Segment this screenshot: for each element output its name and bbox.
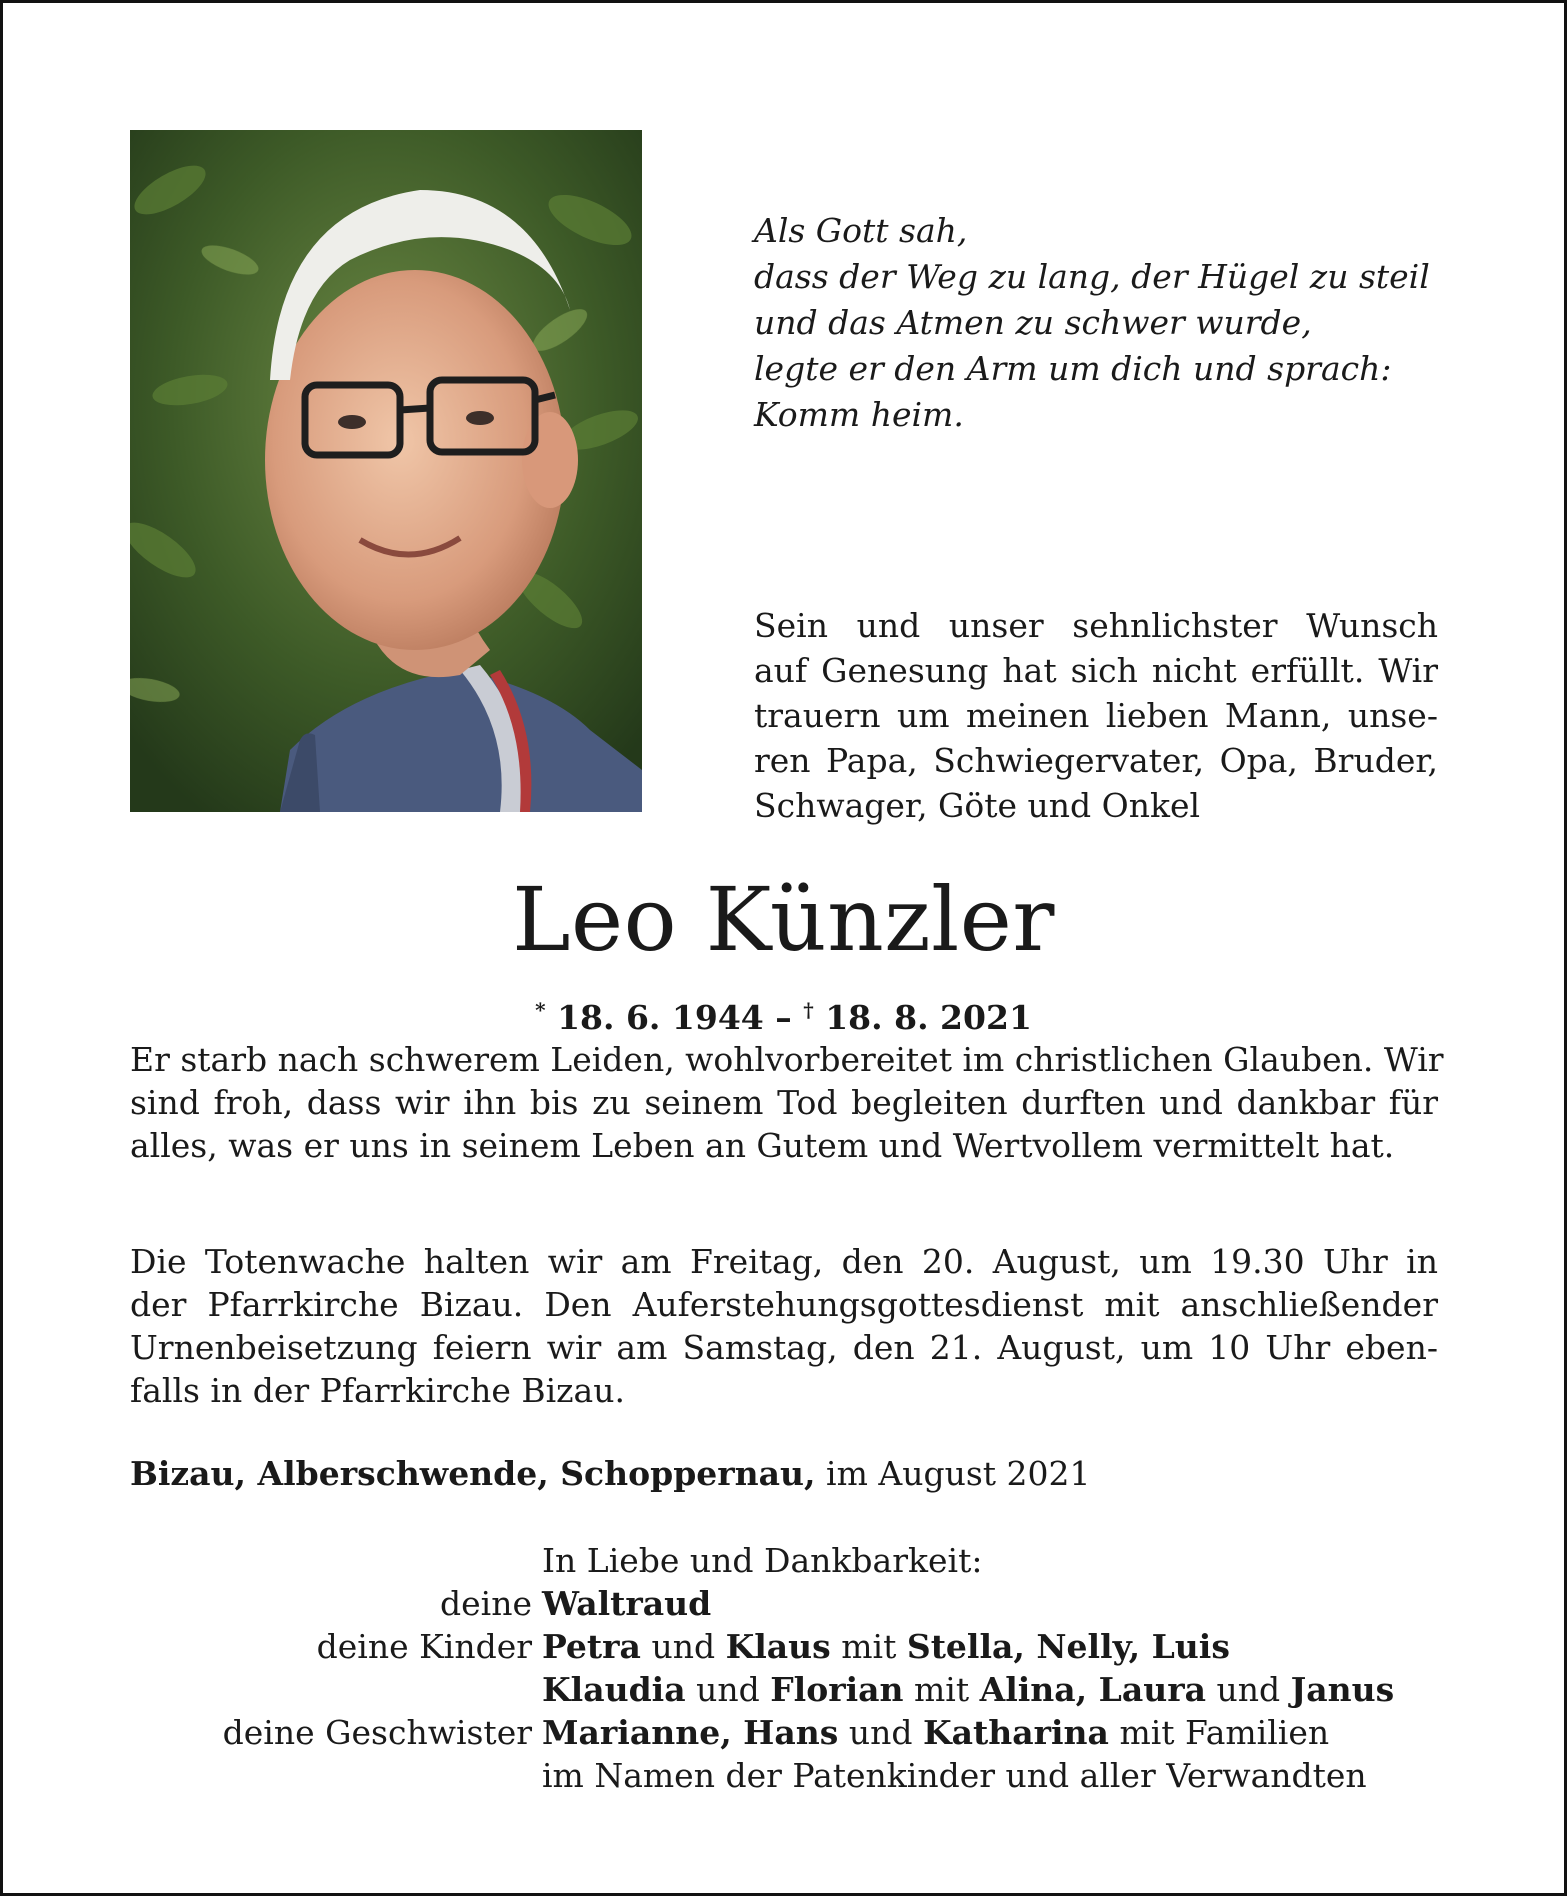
wish-line: auf Genesung hat sich nicht erfüllt. Wir bbox=[754, 651, 1438, 690]
wish-paragraph bbox=[754, 603, 1438, 828]
mourner-names bbox=[542, 1582, 1460, 1625]
connector-text: und bbox=[651, 1627, 716, 1666]
poem-line: dass der Weg zu lang, der Hügel zu steil bbox=[754, 257, 1430, 296]
poem-line: und das Atmen zu schwer wurde, bbox=[754, 303, 1312, 342]
mourner-label: deine Kinder bbox=[316, 1627, 532, 1666]
paragraph-line: der Pfarrkirche Bizau. Den Auferstehungsgottesdienst mit anschließender bbox=[130, 1285, 1438, 1324]
date-separator: – bbox=[775, 998, 792, 1037]
mourner-row-wife bbox=[130, 1582, 1460, 1625]
mourners-intro: In Liebe und Dankbarkeit: bbox=[542, 1541, 983, 1580]
paragraph-line: Urnenbeisetzung feiern wir am Samstag, den 21. August, um 10 Uhr eben- bbox=[130, 1328, 1438, 1367]
mourner-label bbox=[130, 1539, 542, 1582]
mourner-label: deine Geschwister bbox=[222, 1713, 532, 1752]
paragraph-services bbox=[130, 1240, 1438, 1412]
wish-line: Sein und unser sehnlichster Wunsch bbox=[754, 606, 1438, 645]
mourner-row-closing bbox=[130, 1754, 1460, 1797]
mourner-label: deine bbox=[440, 1584, 532, 1623]
mourner-name: Waltraud bbox=[542, 1584, 712, 1623]
poem-line: legte er den Arm um dich und sprach: bbox=[754, 349, 1392, 388]
mourner-name: Petra bbox=[542, 1627, 641, 1666]
paragraph-passing bbox=[130, 1038, 1444, 1167]
place-and-date bbox=[130, 1452, 1091, 1495]
wish-line: Schwager, Göte und Onkel bbox=[754, 786, 1201, 825]
mourner-name: Klaus bbox=[725, 1627, 831, 1666]
poem bbox=[754, 208, 1474, 438]
deceased-name: Leo Künzler bbox=[512, 868, 1055, 971]
mourner-name: Alina, Laura bbox=[979, 1670, 1207, 1709]
mourner-name: Stella, Nelly, Luis bbox=[906, 1627, 1230, 1666]
mourner-name: Janus bbox=[1290, 1670, 1395, 1709]
mourner-row-siblings bbox=[130, 1711, 1460, 1754]
mourner-row-children bbox=[130, 1625, 1460, 1668]
mourner-name: Marianne, Hans bbox=[542, 1713, 839, 1752]
portrait-photo-icon bbox=[130, 130, 642, 812]
death-date: 18. 8. 2021 bbox=[825, 998, 1032, 1037]
mourner-label bbox=[130, 1668, 542, 1711]
place-towns: Bizau, Alberschwende, Schoppernau, bbox=[130, 1454, 816, 1493]
mourner-names bbox=[542, 1668, 1460, 1711]
wish-line: ren Papa, Schwiegervater, Opa, Bruder, bbox=[754, 741, 1438, 780]
mourner-name: Florian bbox=[770, 1670, 904, 1709]
poem-line: Als Gott sah, bbox=[754, 211, 968, 250]
paragraph-line: sind froh, dass wir ihn bis zu seinem Tod begleiten durften und dankbar für bbox=[130, 1083, 1438, 1122]
connector-text: und bbox=[1216, 1670, 1281, 1709]
mourner-row-children-2 bbox=[130, 1668, 1460, 1711]
mourners-closing: im Namen der Patenkinder und aller Verwandten bbox=[542, 1756, 1367, 1795]
birth-date: 18. 6. 1944 bbox=[557, 998, 764, 1037]
paragraph-line: falls in der Pfarrkirche Bizau. bbox=[130, 1371, 625, 1410]
death-symbol: † bbox=[803, 998, 814, 1022]
paragraph-line: Er starb nach schwerem Leiden, wohlvorbereitet im christlichen Glauben. Wir bbox=[130, 1040, 1444, 1079]
connector-text: und bbox=[848, 1713, 913, 1752]
mourner-names bbox=[542, 1711, 1460, 1754]
connector-text: mit bbox=[914, 1670, 970, 1709]
paragraph-line: alles, was er uns in seinem Leben an Gutem und Wertvollem vermittelt hat. bbox=[130, 1126, 1395, 1165]
mourners-list bbox=[130, 1539, 1460, 1797]
mourner-names bbox=[542, 1625, 1460, 1668]
wish-line: trauern um meinen lieben Mann, unse- bbox=[754, 696, 1438, 735]
paragraph-line: Die Totenwache halten wir am Freitag, den 20. August, um 19.30 Uhr in bbox=[130, 1242, 1438, 1281]
place-date: im August 2021 bbox=[826, 1454, 1091, 1493]
mourner-name: Katharina bbox=[922, 1713, 1109, 1752]
mourner-label bbox=[130, 1754, 542, 1797]
connector-text: mit Familien bbox=[1119, 1713, 1330, 1752]
birth-symbol: * bbox=[535, 998, 546, 1022]
connector-text: mit bbox=[841, 1627, 897, 1666]
portrait-photo bbox=[130, 130, 642, 812]
mourners-intro-row bbox=[130, 1539, 1460, 1582]
life-dates bbox=[0, 990, 1567, 1038]
connector-text: und bbox=[696, 1670, 760, 1709]
poem-line: Komm heim. bbox=[754, 395, 964, 434]
mourner-name: Klaudia bbox=[542, 1670, 686, 1709]
